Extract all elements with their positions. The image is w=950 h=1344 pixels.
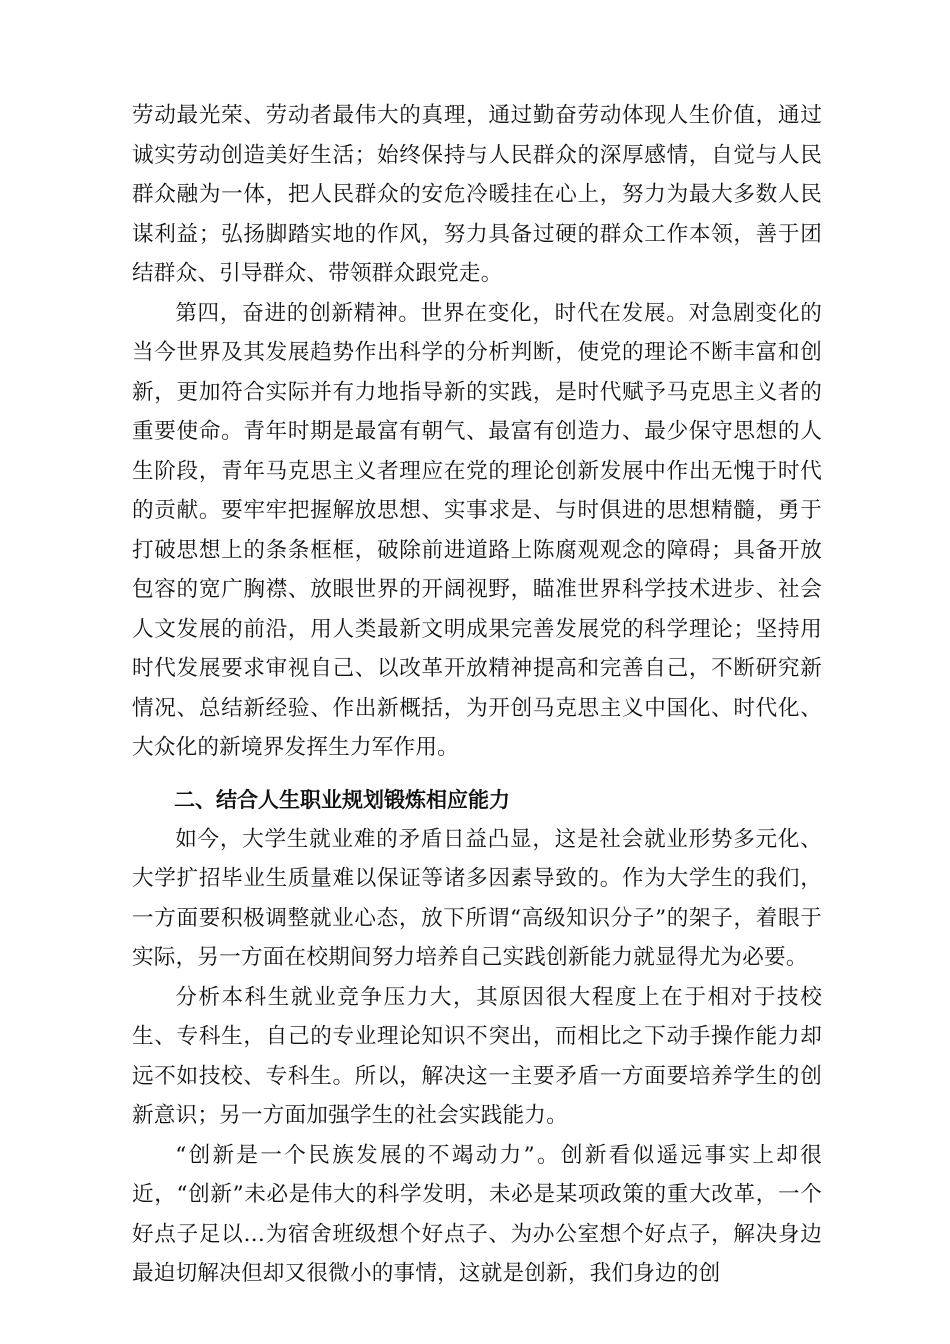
paragraph-innovation-nearby: “创新是一个民族发展的不竭动力”。创新看似遥远事实上却很近，“创新”未必是伟大的科学发明，未必是某项政策的重大改革，一个好点子足以…为宿舍班级想个好点子、为办公室想个好点子，解决身边最迫切解决但却又很微小的事情，这就是创新，我们身边的创 <box>132 1142 822 1286</box>
paragraph-innovation-spirit: 第四，奋进的创新精神。世界在变化，时代在发展。对急剧变化的当今世界及其发展趋势作出科学的分析判断，使党的理论不断丰富和创新，更加符合实际并有力地指导新的实践，是时代赋予马克思主义者的重要使命。青年时期是最富有朝气、最富有创造力、最少保守思想的人生阶段，青年马克思主义者理应在党的理论创新发展中作出无愧于时代的贡献。要牢牢把握解放思想、实事求是、与时俱进的思想精髓，勇于打破思想上的条条框框，破除前进道路上陈腐观观念的障碍；具备开放包容的宽广胸襟、放眼世界的开阔视野，瞄准世界科学技术进步、社会人文发展的前沿，用人类最新文明成果完善发展党的科学理论；坚持用时代发展要求审视自己、以改革开放精神提高和完善自己，不断研究新情况、总结新经验、作出新概括，为开创马克思主义中国化、时代化、大众化的新境界发挥生力军作用。 <box>132 300 822 760</box>
document-page <box>132 96 822 1294</box>
paragraph-competition-analysis: 分析本科生就业竞争压力大，其原因很大程度上在于相对于技校生、专科生，自己的专业理论知识不突出，而相比之下动手操作能力却远不如技校、专科生。所以，解决这一主要矛盾一方面要培养学生的创新意识；另一方面加强学生的社会实践能力。 <box>132 984 822 1128</box>
paragraph-employment-difficulty: 如今，大学生就业难的矛盾日益凸显，这是社会就业形势多元化、大学扩招毕业生质量难以保证等诸多因素导致的。作为大学生的我们，一方面要积极调整就业心态，放下所谓“高级知识分子”的架子，着眼于实际，另一方面在校期间努力培养自己实践创新能力就显得尤为必要。 <box>132 826 822 970</box>
paragraph-labor-values: 劳动最光荣、劳动者最伟大的真理，通过勤奋劳动体现人生价值，通过诚实劳动创造美好生活；始终保持与人民群众的深厚感情，自觉与人民群众融为一体，把人民群众的安危冷暖挂在心上，努力为最大多数人民谋利益；弘扬脚踏实地的作风，努力具备过硬的群众工作本领，善于团结群众、引导群众、带领群众跟党走。 <box>132 103 822 286</box>
section-heading: 二、结合人生职业规划锻炼相应能力 <box>174 787 510 812</box>
